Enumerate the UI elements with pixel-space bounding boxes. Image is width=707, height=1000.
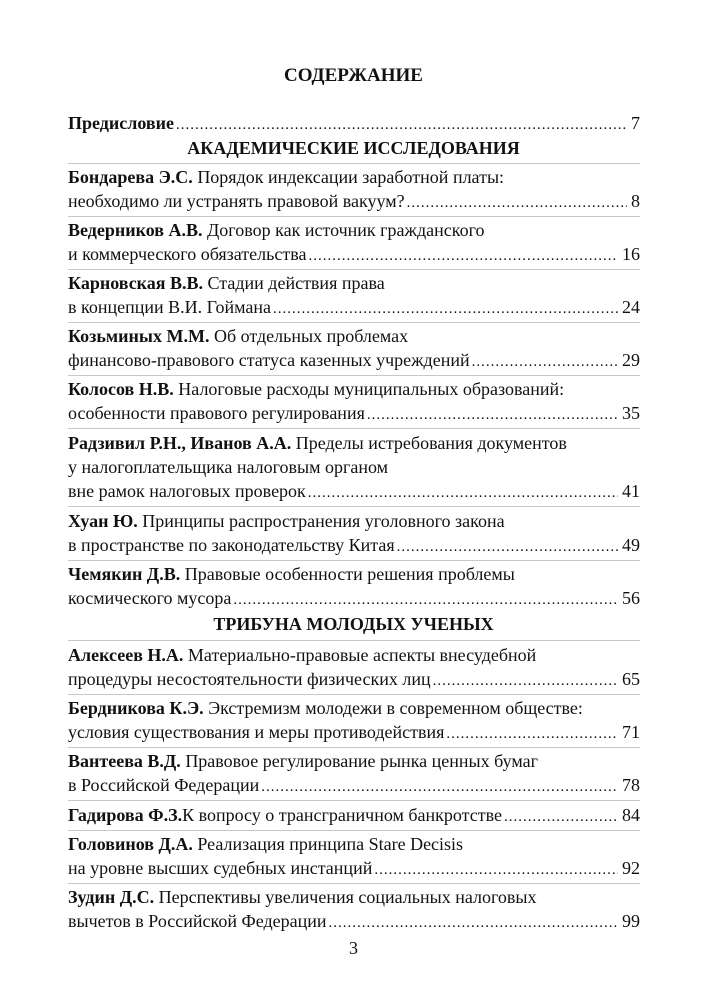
toc-entry-line xyxy=(68,401,640,425)
toc-entry-line xyxy=(68,509,640,533)
toc-entry-line xyxy=(68,586,640,610)
toc-entry-line xyxy=(68,749,640,773)
leader-dots xyxy=(176,113,627,137)
entry-page: 16 xyxy=(622,244,640,264)
toc-entry-line xyxy=(68,295,640,319)
entry-title: финансово-правового статуса казенных учреждений xyxy=(68,350,470,370)
toc-entry-line xyxy=(68,189,640,213)
toc-entry-line xyxy=(68,856,640,880)
toc-entry-line xyxy=(68,165,640,189)
entry-title: процедуры несостоятельности физических лиц xyxy=(68,669,431,689)
leader-dots xyxy=(233,588,618,612)
divider xyxy=(68,428,640,429)
toc-entry-line xyxy=(68,377,640,401)
entry-author: Головинов Д.А. xyxy=(68,834,193,854)
entry-author: Карновская В.В. xyxy=(68,273,204,293)
entry-title: К вопросу о трансграничном банкротстве xyxy=(182,805,502,825)
entry-title: Правовое регулирование рынка ценных бумаг xyxy=(180,751,539,771)
entry-page: 92 xyxy=(622,858,640,878)
entry-page: 8 xyxy=(631,191,640,211)
entry-title: необходимо ли устранять правовой вакуум? xyxy=(68,191,405,211)
leader-dots xyxy=(273,297,618,321)
divider xyxy=(68,269,640,270)
divider xyxy=(68,560,640,561)
toc-entry-line xyxy=(68,803,640,827)
toc-entry-line xyxy=(68,909,640,933)
entry-title: космического мусора xyxy=(68,588,232,608)
divider xyxy=(68,830,640,831)
entry-author: Хуан Ю. xyxy=(68,511,138,531)
leader-dots xyxy=(397,535,618,559)
toc-entry-line xyxy=(68,348,640,372)
entry-title: Порядок индексации заработной платы: xyxy=(192,167,505,187)
entry-page: 24 xyxy=(622,297,640,317)
entry-page: 29 xyxy=(622,350,640,370)
divider xyxy=(68,163,640,164)
entry-title: и коммерческого обязательства xyxy=(68,244,307,264)
page-title: СОДЕРЖАНИЕ xyxy=(284,65,423,86)
entry-title: Реализация принципа Stare Decisis xyxy=(192,834,464,854)
toc-entry-line xyxy=(68,885,640,909)
divider xyxy=(68,747,640,748)
divider xyxy=(68,883,640,884)
toc-entry-line xyxy=(68,667,640,691)
divider xyxy=(68,800,640,801)
entry-title: на уровне высших судебных инстанций xyxy=(68,858,373,878)
entry-page: 7 xyxy=(631,113,640,133)
toc-entry-line xyxy=(68,455,640,479)
entry-author: Бондарева Э.С. xyxy=(68,167,193,187)
entry-author: Гадирова Ф.З. xyxy=(68,805,183,825)
leader-dots xyxy=(308,481,618,505)
divider xyxy=(68,216,640,217)
entry-title: Договор как источник гражданского xyxy=(202,220,485,240)
entry-title: Перспективы увеличения социальных налоговых xyxy=(154,887,537,907)
entry-title: Материально-правовые аспекты внесудебной xyxy=(183,645,537,665)
entry-page: 84 xyxy=(622,805,640,825)
section-heading-young-scholars: ТРИБУНА МОЛОДЫХ УЧЕНЫХ xyxy=(213,614,494,634)
entry-title: вне рамок налоговых проверок xyxy=(68,481,306,501)
entry-author: Радзивил Р.Н., Иванов А.А. xyxy=(68,433,292,453)
entry-author: Чемякин Д.В. xyxy=(68,564,181,584)
entry-page: 65 xyxy=(622,669,640,689)
leader-dots xyxy=(261,775,618,799)
entry-title: вычетов в Российской Федерации xyxy=(68,911,327,931)
leader-dots xyxy=(328,911,618,935)
entry-title: Предисловие xyxy=(68,113,174,133)
toc-entry-line xyxy=(68,242,640,266)
toc-entry-line xyxy=(68,324,640,348)
entry-title: в Российской Федерации xyxy=(68,775,260,795)
entry-title: Налоговые расходы муниципальных образований: xyxy=(173,379,565,399)
entry-author: Козьминых М.М. xyxy=(68,326,210,346)
divider xyxy=(68,375,640,376)
entry-title: в пространстве по законодательству Китая xyxy=(68,535,395,555)
page-number: 3 xyxy=(349,938,358,958)
divider xyxy=(68,506,640,507)
divider xyxy=(68,322,640,323)
entry-page: 56 xyxy=(622,588,640,608)
entry-page: 71 xyxy=(622,722,640,742)
toc-entry-line xyxy=(68,218,640,242)
divider xyxy=(68,694,640,695)
divider xyxy=(68,640,640,641)
leader-dots xyxy=(446,722,618,746)
entry-author: Вантеева В.Д. xyxy=(68,751,181,771)
entry-page: 35 xyxy=(622,403,640,423)
entry-author: Зудин Д.С. xyxy=(68,887,155,907)
entry-title: Принципы распространения уголовного закона xyxy=(137,511,505,531)
leader-dots xyxy=(472,350,618,374)
entry-title: Об отдельных проблемах xyxy=(209,326,409,346)
entry-title: у налогоплательщика налоговым органом xyxy=(68,457,389,477)
entry-title: особенности правового регулирования xyxy=(68,403,365,423)
leader-dots xyxy=(433,669,618,693)
toc-entry-line xyxy=(68,533,640,557)
toc-entry-line xyxy=(68,271,640,295)
leader-dots xyxy=(308,244,618,268)
toc-entry-line xyxy=(68,643,640,667)
toc-entry-line xyxy=(68,720,640,744)
entry-author: Бердникова К.Э. xyxy=(68,698,204,718)
entry-title: Экстремизм молодежи в современном обществе: xyxy=(203,698,583,718)
toc-entry-line xyxy=(68,832,640,856)
entry-page: 49 xyxy=(622,535,640,555)
entry-page: 78 xyxy=(622,775,640,795)
entry-author: Ведерников А.В. xyxy=(68,220,203,240)
entry-title: в концепции В.И. Гоймана xyxy=(68,297,271,317)
toc-entry-preface xyxy=(68,111,640,135)
toc-entry-line xyxy=(68,431,640,455)
toc-entry-line xyxy=(68,562,640,586)
leader-dots xyxy=(374,858,618,882)
leader-dots xyxy=(407,191,627,215)
entry-title: Пределы истребования документов xyxy=(291,433,567,453)
leader-dots xyxy=(367,403,618,427)
toc-entry-line xyxy=(68,479,640,503)
toc-entry-line xyxy=(68,773,640,797)
entry-title: Правовые особенности решения проблемы xyxy=(180,564,515,584)
entry-title: условия существования и меры противодействия xyxy=(68,722,445,742)
entry-author: Алексеев Н.А. xyxy=(68,645,184,665)
entry-title: Стадии действия права xyxy=(203,273,385,293)
entry-page: 99 xyxy=(622,911,640,931)
section-heading-academic: АКАДЕМИЧЕСКИЕ ИССЛЕДОВАНИЯ xyxy=(187,138,520,158)
toc-entry-line xyxy=(68,696,640,720)
entry-author: Колосов Н.В. xyxy=(68,379,174,399)
leader-dots xyxy=(504,805,618,829)
entry-page: 41 xyxy=(622,481,640,501)
